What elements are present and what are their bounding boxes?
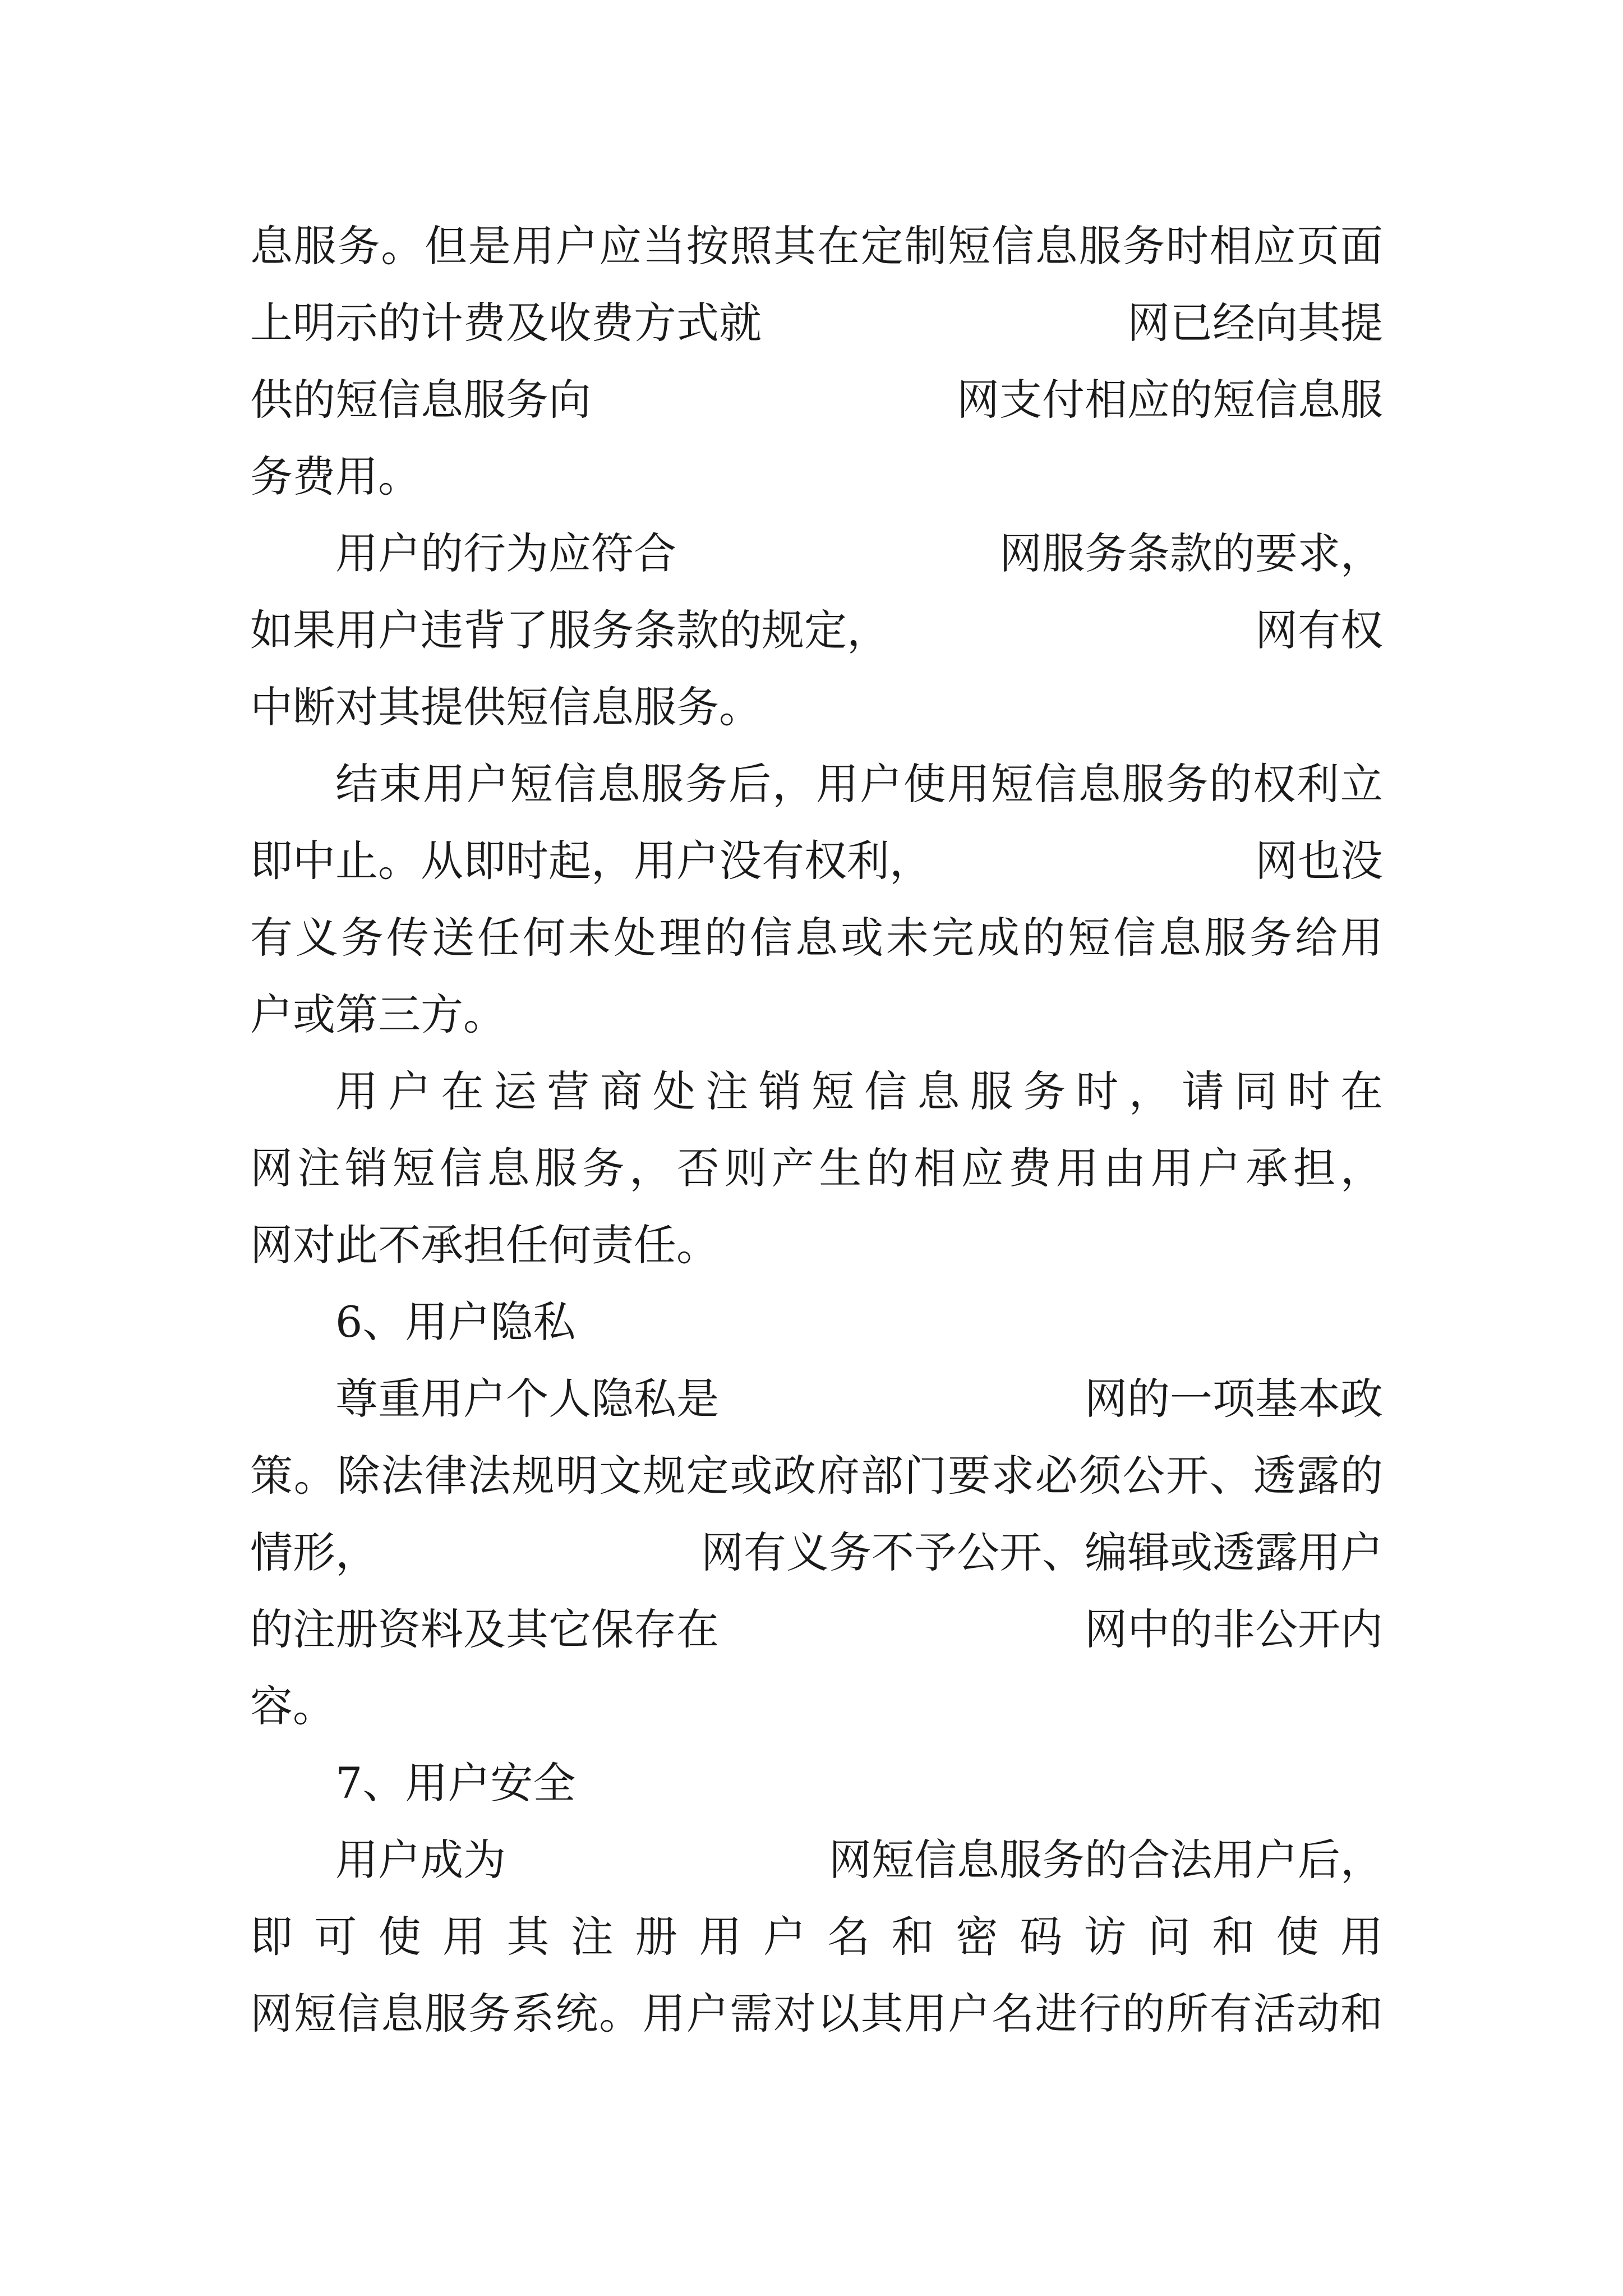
text-line-content: 即可使用其注册用户名和密码访问和使用 (250, 1912, 1383, 1962)
text-line-right: 网有权 (1255, 605, 1383, 655)
text-line (250, 899, 1383, 976)
text-line (250, 284, 1383, 361)
text-line-content: 用户在运营商处注销短信息服务时，请同时在 (335, 1066, 1383, 1116)
text-line (250, 1207, 1383, 1283)
text-line (250, 208, 1383, 284)
text-line (250, 746, 1383, 822)
text-line-left: 情形， (250, 1527, 378, 1577)
text-line (250, 1591, 1383, 1668)
body-text (250, 208, 1383, 2052)
text-line (250, 1668, 1383, 1745)
text-line-content: 结束用户短信息服务后，用户使用短信息服务的权利立 (335, 759, 1383, 809)
text-line-content: 网注销短信息服务，否则产生的相应费用由用户承担， (250, 1143, 1383, 1193)
text-line-right: 网的一项基本政 (1085, 1374, 1383, 1424)
text-line-left: 即中止。从即时起，用户没有权利， (250, 836, 932, 886)
text-line (250, 1053, 1383, 1130)
text-line-left: 用户的行为应符合 (335, 528, 676, 578)
text-line-left: 尊重用户个人隐私是 (335, 1374, 719, 1424)
text-line (250, 822, 1383, 899)
text-line (250, 361, 1383, 438)
text-line-right: 网有义务不予公开、编辑或透露用户 (701, 1527, 1383, 1577)
text-line (250, 976, 1383, 1053)
text-line (250, 1745, 1383, 1821)
text-line-right: 网短信息服务的合法用户后， (829, 1835, 1383, 1885)
text-line (250, 1514, 1383, 1591)
text-line-right: 网支付相应的短信息服 (957, 375, 1383, 425)
text-line-content: 有义务传送任何未处理的信息或未完成的短信息服务给用 (250, 913, 1383, 963)
text-line-left: 如果用户违背了服务条款的规定， (250, 605, 889, 655)
text-line-content: 中断对其提供短信息服务。 (250, 682, 762, 732)
text-line-left: 用户成为 (335, 1835, 506, 1885)
text-line (250, 1975, 1383, 2052)
text-line-content: 网短信息服务系统。用户需对以其用户名进行的所有活动和 (250, 1989, 1383, 2039)
text-line-right: 网已经向其提 (1127, 298, 1383, 348)
text-line (250, 1360, 1383, 1437)
text-line (250, 669, 1383, 746)
text-line (250, 438, 1383, 515)
text-line-content: 容。 (250, 1681, 335, 1731)
text-line-content: 户或第三方。 (250, 990, 506, 1039)
text-line-content: 7、用户安全 (335, 1758, 576, 1808)
text-line (250, 1283, 1383, 1360)
text-line (250, 515, 1383, 592)
text-line-right: 网中的非公开内 (1085, 1604, 1383, 1654)
text-line-right: 网也没 (1255, 836, 1383, 886)
text-line-content: 息服务。但是用户应当按照其在定制短信息服务时相应页面 (250, 221, 1383, 271)
text-line-left: 上明示的计费及收费方式就 (250, 298, 762, 348)
text-line (250, 592, 1383, 669)
text-line-right: 网服务条款的要求， (999, 528, 1383, 578)
text-line (250, 1130, 1383, 1207)
text-line-content: 6、用户隐私 (335, 1297, 576, 1347)
text-line-left: 的注册资料及其它保存在 (250, 1604, 719, 1654)
text-line (250, 1437, 1383, 1514)
text-line-left: 供的短信息服务向 (250, 375, 591, 425)
text-line (250, 1898, 1383, 1975)
text-line-content: 务费用。 (250, 452, 421, 501)
text-line-content: 网对此不承担任何责任。 (250, 1220, 719, 1270)
text-line-content: 策。除法律法规明文规定或政府部门要求必须公开、透露的 (250, 1451, 1383, 1501)
text-line (250, 1821, 1383, 1898)
